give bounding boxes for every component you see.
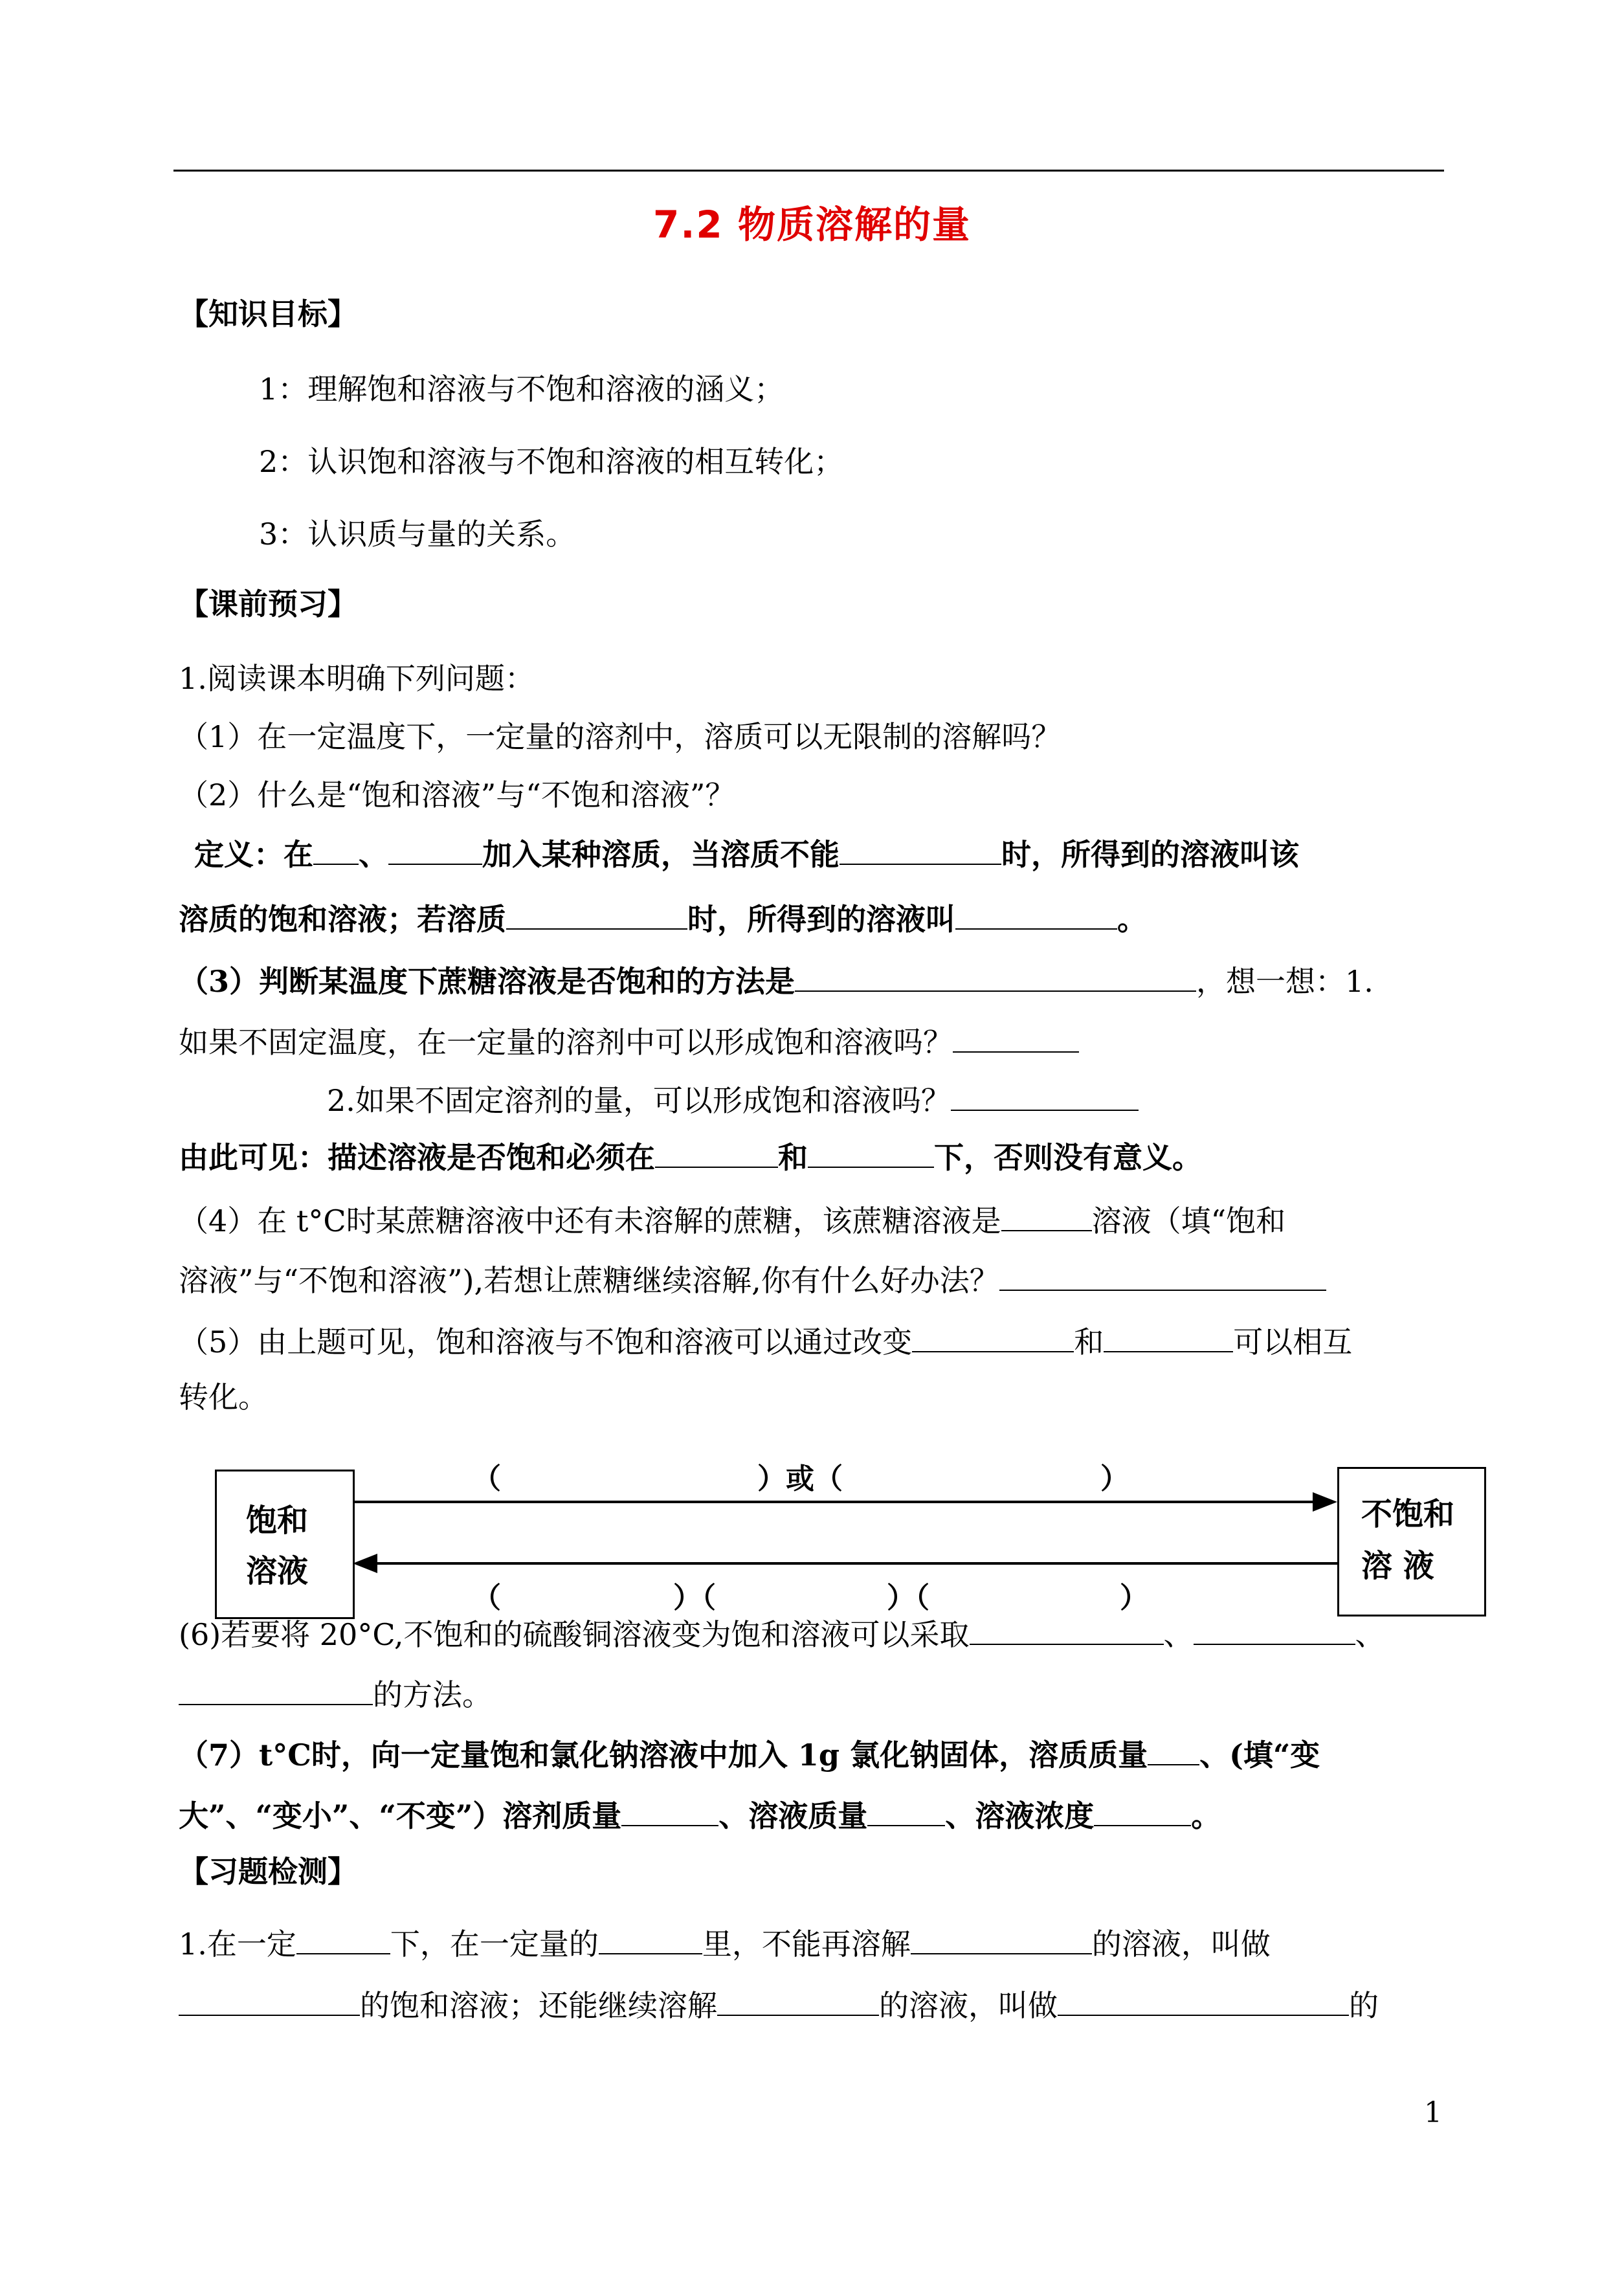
question-4-line-1: （4）在 t°C时某蔗糖溶液中还有未溶解的蔗糖，该蔗糖溶液是 溶液（填“饱和 [179, 1203, 1286, 1238]
goal-item-2: 2：认识饱和溶液与不饱和溶液的相互转化； [259, 444, 844, 479]
page-number: 1 [1424, 2096, 1442, 2129]
top-bracket-or: ）或（ [757, 1462, 843, 1495]
blank[interactable] [1194, 1616, 1355, 1645]
goal-item-3: 3：认识质与量的关系。 [259, 517, 576, 552]
blank[interactable] [599, 1926, 702, 1954]
question-4-line-2: 溶液”与“不饱和溶液”),若想让蔗糖继续溶解,你有什么好办法？ [179, 1262, 1326, 1295]
section-exercise: 【习题检测】 [179, 1854, 357, 1889]
top-bracket-open: （ [473, 1462, 501, 1495]
question-1-1: （1）在一定温度下，一定量的溶剂中，溶质可以无限制的溶解吗？ [179, 719, 1062, 754]
question-5-line-1: （5）由上题可见，饱和溶液与不饱和溶液可以通过改变 和 可以相互 [179, 1325, 1353, 1359]
question-7-line-1: （7）t°C时，向一定量饱和氯化钠溶液中加入 1g 氯化钠固体，溶质质量 、(填“变 [179, 1738, 1320, 1773]
bottom-bracket-mid-2: ）（ [887, 1582, 929, 1615]
exercise-1-line-2: 的饱和溶液；还能继续溶解 的溶液，叫做 的 [179, 1987, 1379, 2020]
question-1: 1.阅读课本明确下列问题： [179, 661, 535, 696]
definition-line-2: 溶质的饱和溶液；若溶质 时，所得到的溶液叫 。 [179, 902, 1147, 937]
blank[interactable] [179, 1677, 373, 1705]
blank[interactable] [867, 1798, 945, 1826]
goal-item-1: 1：理解饱和溶液与不饱和溶液的涵义； [259, 372, 784, 407]
question-5-line-2: 转化。 [179, 1380, 268, 1415]
bottom-bracket-open: （ [473, 1582, 501, 1615]
question-3-line-3: 2.如果不固定溶剂的量，可以形成饱和溶液吗？ [327, 1082, 1139, 1115]
blank[interactable] [1058, 1987, 1349, 2016]
blank[interactable] [179, 1987, 360, 2016]
blank[interactable] [621, 1798, 718, 1826]
blank[interactable] [717, 1987, 879, 2016]
bottom-bracket-close: ） [1120, 1582, 1148, 1615]
definition-line-1: 定义：在 、 加入某种溶质，当溶质不能 时，所得到的溶液叫该 [194, 837, 1299, 872]
bottom-bracket-mid-1: ）（ [673, 1582, 716, 1615]
page-title: 7.2 物质溶解的量 [653, 203, 971, 247]
blank[interactable] [911, 1926, 1092, 1954]
unsaturated-label-1: 不饱和 [1361, 1496, 1455, 1532]
section-knowledge-goals: 【知识目标】 [179, 296, 357, 331]
arrowhead-left [353, 1554, 377, 1573]
blank[interactable] [296, 1926, 390, 1954]
blank[interactable] [1148, 1737, 1199, 1765]
conclusion-line: 由此可见：描述溶液是否饱和必须在 和 下，否则没有意义。 [179, 1140, 1202, 1175]
exercise-1-line-1: 1.在一定 下，在一定量的 里，不能再溶解 的溶液，叫做 [179, 1927, 1271, 1962]
blank[interactable] [970, 1616, 1164, 1645]
section-preview: 【课前预习】 [179, 587, 357, 621]
arrowhead-right [1313, 1492, 1337, 1512]
question-3-line-1: （3）判断某温度下蔗糖溶液是否饱和的方法是 ，想一想：1. [179, 964, 1374, 999]
blank[interactable] [1094, 1798, 1191, 1826]
question-7-line-2: 大”、“变小”、“不变”）溶剂质量 、溶液质量 、溶液浓度 。 [179, 1798, 1221, 1833]
top-bracket-close: ） [1100, 1462, 1129, 1495]
question-6-line-2: 的方法。 [179, 1677, 492, 1710]
question-3-line-2: 如果不固定温度，在一定量的溶剂中可以形成饱和溶液吗？ [179, 1024, 1079, 1057]
question-1-2: （2）什么是“饱和溶液”与“不饱和溶液”？ [179, 777, 735, 812]
saturated-label-2: 溶液 [246, 1553, 309, 1589]
saturated-label-1: 饱和 [246, 1503, 309, 1539]
unsaturated-label-2: 溶 液 [1361, 1548, 1434, 1584]
question-6-line-1: (6)若要将 20°C,不饱和的硫酸铜溶液变为饱和溶液可以采取 、 、 [179, 1617, 1385, 1652]
